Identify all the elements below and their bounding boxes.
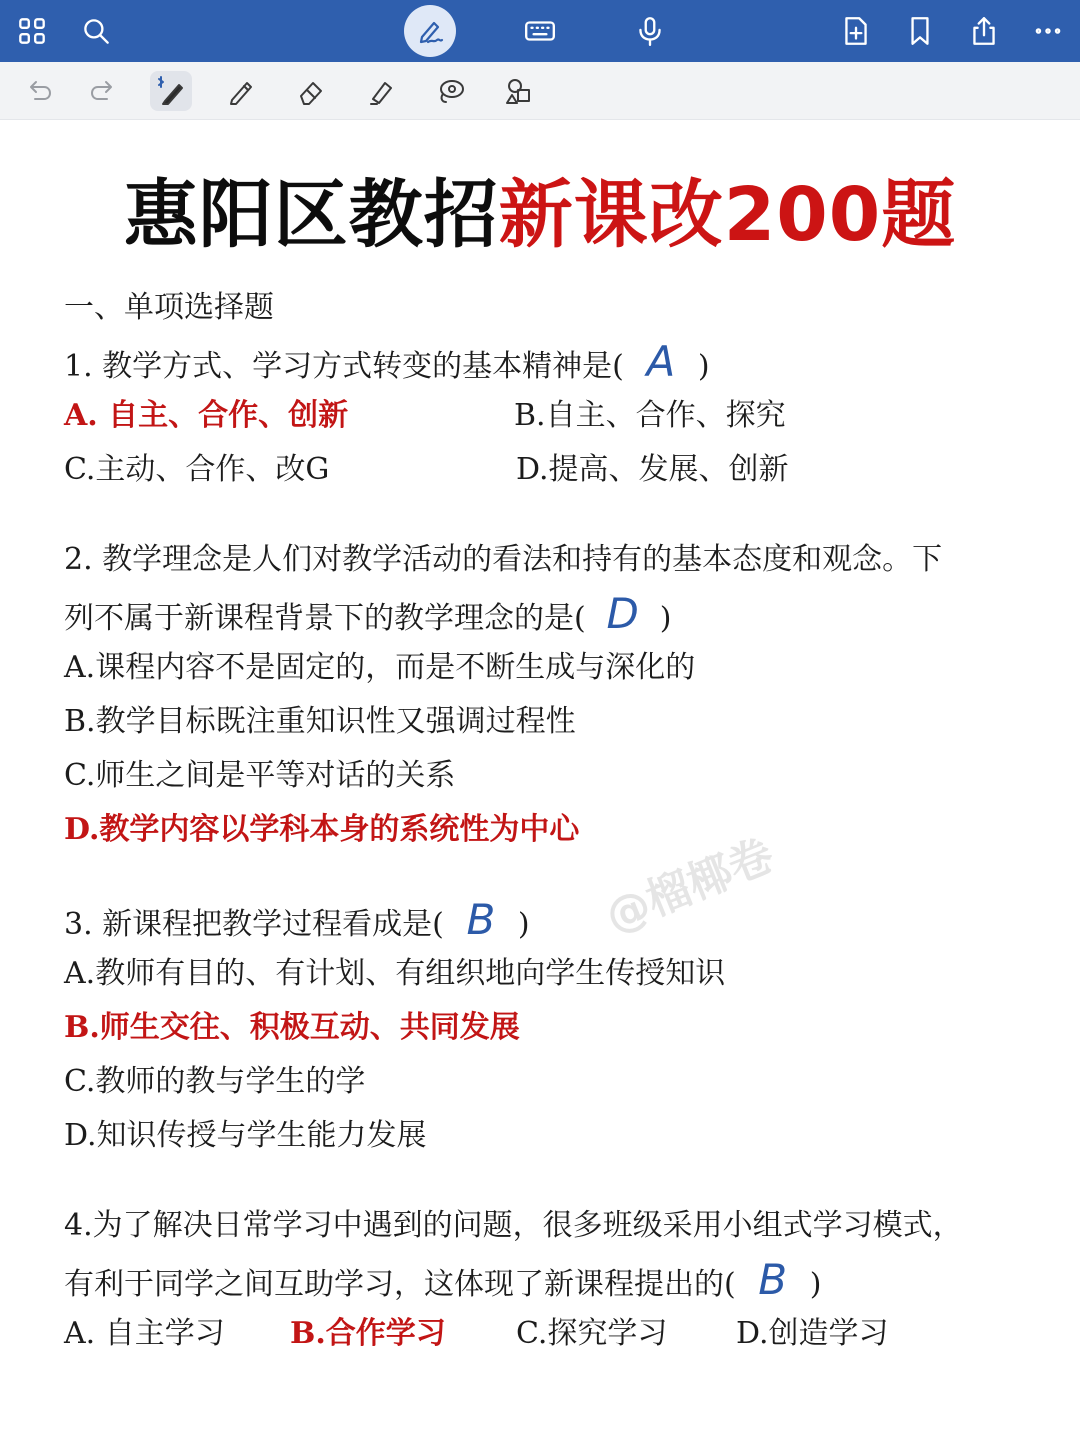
q2-option-a: A.课程内容不是固定的，而是不断生成与深化的 — [64, 650, 696, 685]
q1-option-b: B.自主、合作、探究 — [514, 398, 786, 433]
q4-option-a: A. 自主学习 — [64, 1316, 225, 1351]
q2-stem-line-1: 2. 教学理念是人们对教学活动的看法和持有的基本态度和观念。下 — [64, 542, 943, 577]
top-toolbar — [0, 0, 1080, 62]
q2-handwritten-answer: D — [606, 589, 639, 638]
q1-option-a: A. 自主、合作、创新 — [64, 398, 349, 433]
q2-stem-line-2 — [64, 589, 672, 639]
title-red-part: 新课改200题 — [498, 172, 957, 258]
search-icon[interactable] — [72, 8, 120, 54]
q2-close-paren: ) — [659, 601, 672, 636]
shapes-icon[interactable] — [498, 71, 540, 111]
q4-option-c: C.探究学习 — [516, 1316, 668, 1351]
q1-option-c: C.主动、合作、改G — [64, 452, 330, 487]
q2-option-b: B.教学目标既注重知识性又强调过程性 — [64, 704, 576, 739]
q3-handwritten-answer: B — [466, 895, 496, 944]
q3-option-b: B.师生交往、积极互动、共同发展 — [64, 1010, 520, 1045]
section-heading: 一、单项选择题 — [64, 290, 274, 325]
watermark: @榴椰卷 — [598, 829, 781, 943]
q4-stem-line-2 — [64, 1255, 822, 1305]
q3-option-a: A.教师有目的、有计划、有组织地向学生传授知识 — [64, 956, 726, 991]
highlighter-icon[interactable] — [360, 71, 402, 111]
pencil-icon[interactable] — [220, 71, 262, 111]
pen-handwriting-icon[interactable] — [404, 5, 456, 57]
share-icon[interactable] — [960, 8, 1008, 54]
q3-option-c: C.教师的教与学生的学 — [64, 1064, 366, 1099]
microphone-icon[interactable] — [626, 8, 674, 54]
document-title — [0, 156, 1080, 262]
title-black-part: 惠阳区教招 — [123, 172, 499, 258]
q3-stem-text: 3. 新课程把教学过程看成是( — [64, 907, 444, 942]
q2-stem-text: 列不属于新课程背景下的教学理念的是( — [64, 601, 586, 636]
undo-icon[interactable] — [18, 71, 60, 111]
bookmark-icon[interactable] — [896, 8, 944, 54]
document-page — [0, 120, 1080, 1440]
grid-icon[interactable] — [8, 8, 56, 54]
redo-icon[interactable] — [82, 71, 124, 111]
question-3-stem — [64, 895, 530, 945]
question-1-stem — [64, 337, 710, 387]
q4-close-paren: ) — [809, 1267, 822, 1302]
q4-handwritten-answer: B — [758, 1255, 788, 1304]
more-icon[interactable] — [1024, 8, 1072, 54]
q2-option-c: C.师生之间是平等对话的关系 — [64, 758, 456, 793]
q4-stem-line-1: 4.为了解决日常学习中遇到的问题，很多班级采用小组式学习模式， — [64, 1208, 963, 1243]
bluetooth-pen-icon[interactable] — [150, 71, 192, 111]
eraser-icon[interactable] — [290, 71, 332, 111]
q3-option-d: D.知识传授与学生能力发展 — [64, 1118, 427, 1153]
lasso-icon[interactable] — [430, 71, 472, 111]
q1-close-paren: ) — [697, 349, 710, 384]
q4-option-d: D.创造学习 — [736, 1316, 889, 1351]
q2-option-d: D.教学内容以学科本身的系统性为中心 — [64, 812, 580, 847]
add-page-icon[interactable] — [832, 8, 880, 54]
q1-handwritten-answer: A — [646, 337, 676, 386]
keyboard-icon[interactable] — [516, 8, 564, 54]
q1-stem-text: 1. 教学方式、学习方式转变的基本精神是( — [64, 349, 624, 384]
q4-stem-text: 有利于同学之间互助学习，这体现了新课程提出的( — [64, 1267, 736, 1302]
q1-option-d: D.提高、发展、创新 — [516, 452, 789, 487]
q4-option-b: B.合作学习 — [290, 1316, 446, 1351]
pen-toolbar — [0, 62, 1080, 120]
q3-close-paren: ) — [517, 907, 530, 942]
